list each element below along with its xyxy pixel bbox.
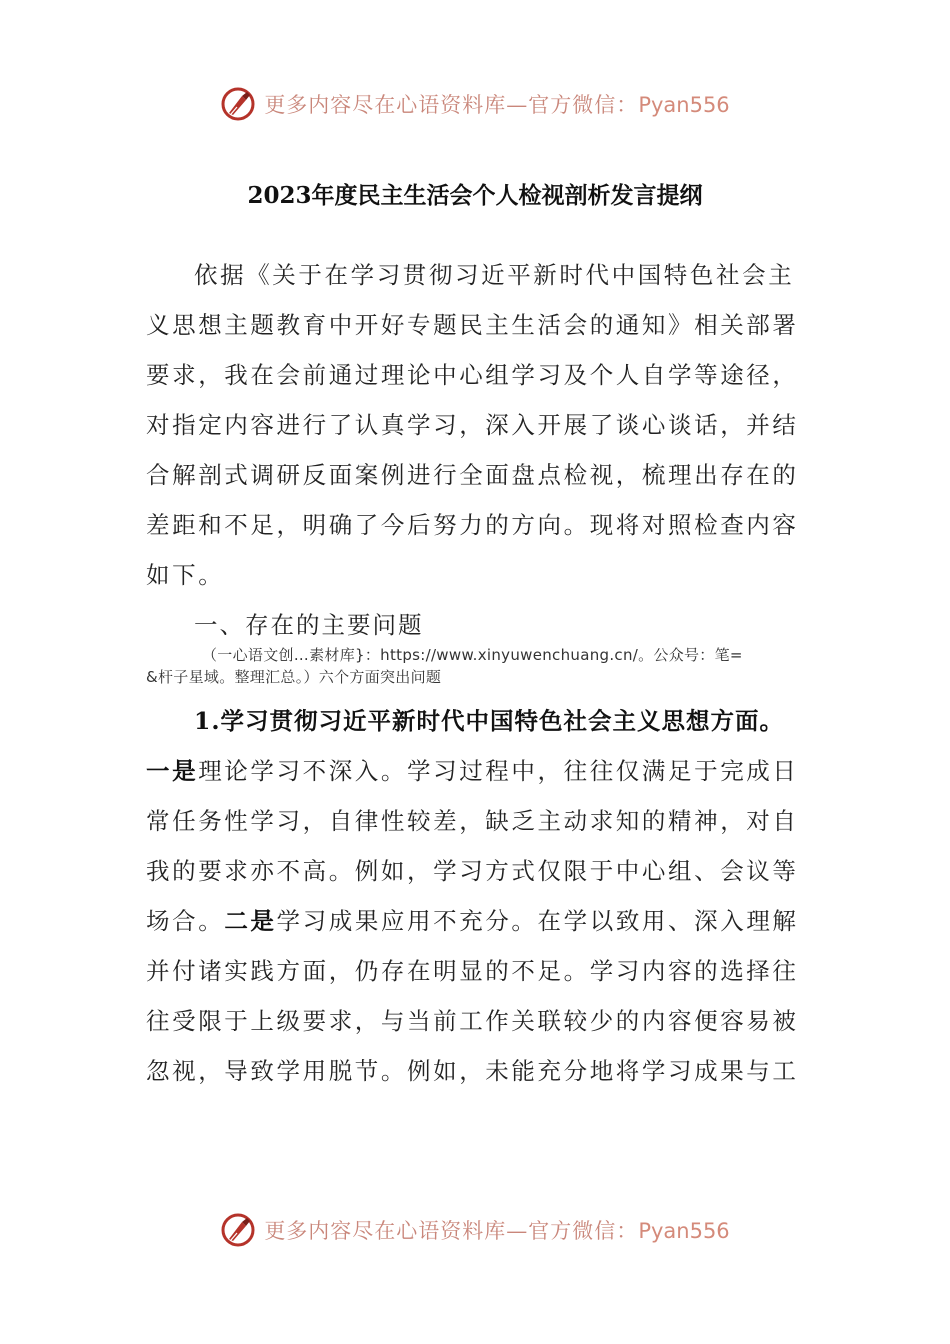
- pen-nib-logo-icon: [220, 1212, 256, 1248]
- intro-line: 合解剖式调研反面案例进行全面盘点检视，梳理出存在的: [146, 461, 799, 489]
- intro-line: 义思想主题教育中开好专题民主生活会的通知》相关部署: [146, 311, 799, 339]
- point-one-label: 一是: [146, 757, 199, 785]
- source-note-line: &杆子星域。整理汇总。）六个方面突出问题: [146, 668, 442, 686]
- document-body: [146, 250, 806, 1096]
- body-line: 一是理论学习不深入。学习过程中，往往仅满足于完成日: [146, 757, 799, 785]
- intro-line: 差距和不足，明确了今后努力的方向。现将对照检查内容: [146, 511, 799, 539]
- header-banner: [0, 82, 950, 126]
- source-note-line: （一心语文创…素材库}：https://www.xinyuwenchuang.cn/。公众号：笔=: [202, 646, 743, 664]
- intro-line: 要求，我在会前通过理论中心组学习及个人自学等途径，: [146, 361, 799, 389]
- footer-banner: [0, 1208, 950, 1252]
- intro-line: 如下。: [146, 561, 225, 589]
- section-heading: 一、存在的主要问题: [194, 611, 424, 639]
- body-line: 我的要求亦不高。例如，学习方式仅限于中心组、会议等: [146, 857, 799, 885]
- banner-text: 更多内容尽在心语资料库—官方微信：Pyan556: [264, 1219, 730, 1243]
- pen-nib-logo-icon: [220, 86, 256, 122]
- subheading: 1.学习贯彻习近平新时代中国特色社会主义思想方面。: [194, 707, 785, 735]
- body-line: 常任务性学习，自律性较差，缺乏主动求知的精神，对自: [146, 807, 799, 835]
- banner-wechat-id: Pyan556: [638, 93, 730, 117]
- document-title: 2023年度民主生活会个人检视剖析发言提纲: [247, 182, 703, 209]
- intro-line: 依据《关于在学习贯彻习近平新时代中国特色社会主: [194, 261, 795, 289]
- body-line: 忽视，导致学用脱节。例如，未能充分地将学习成果与工: [146, 1057, 799, 1085]
- source-note: [146, 644, 806, 688]
- banner-text: 更多内容尽在心语资料库—官方微信：Pyan556: [264, 93, 730, 117]
- body-line: 并付诸实践方面，仍存在明显的不足。学习内容的选择往: [146, 957, 799, 985]
- intro-line: 对指定内容进行了认真学习，深入开展了谈心谈话，并结: [146, 411, 799, 439]
- body-line: 往受限于上级要求，与当前工作关联较少的内容便容易被: [146, 1007, 799, 1035]
- banner-wechat-id: Pyan556: [638, 1219, 730, 1243]
- body-line: 场合。二是学习成果应用不充分。在学以致用、深入理解: [146, 907, 799, 935]
- point-two-label: 二是: [224, 907, 277, 935]
